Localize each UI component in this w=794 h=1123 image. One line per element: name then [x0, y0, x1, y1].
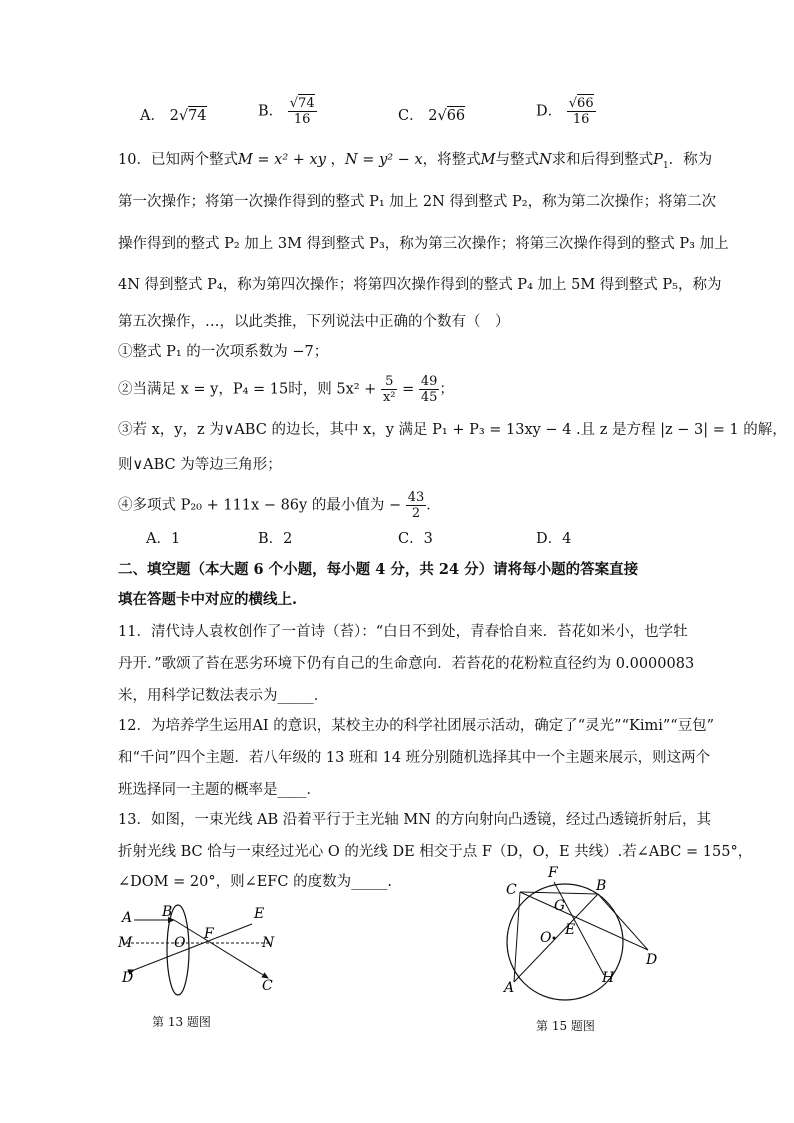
- q10-option-b: B．2: [258, 531, 293, 547]
- q10-statement-1: ①整式 P₁ 的一次项系数为 −7；: [118, 344, 329, 360]
- q10-line-3: 操作得到的整式 P₂ 加上 3M 得到整式 P₃，称为第三次操作；将第三次操作得到的整式 P₃ 加上: [118, 236, 729, 252]
- label-g: G: [554, 898, 566, 914]
- label-a: A: [122, 910, 133, 926]
- label-h: H: [602, 970, 615, 986]
- q10-line-1: 10．已知两个整式M = x² + xy ，N = y² − x，将整式M与整式N求和后得到整式$P_1$．称为: [118, 152, 713, 171]
- label-o: O: [174, 935, 186, 951]
- q10-statement-4: ④多项式 P₂₀ + 111x − 86y 的最小值为 − $\frac{43}{2}$ ．: [118, 490, 441, 521]
- label-d: D: [646, 952, 658, 968]
- q12-line-2: 和“千问”四个主题．若八年级的 13 班和 14 班分别随机选择其中一个主题来展示，则这两个: [118, 750, 711, 766]
- q10-option-c: C．3: [398, 531, 433, 547]
- q13-line-1: 13．如图，一束光线 AB 沿着平行于主光轴 MN 的方向射向凸透镜，经过凸透镜折射后，其: [118, 812, 712, 828]
- q11-line-1: 11．清代诗人袁枚创作了一首诗（苔）：“白日不到处，青春恰自来．苔花如米小，也学牡: [118, 624, 688, 640]
- label-c: C: [262, 978, 273, 994]
- label-a: A: [504, 980, 515, 996]
- label-n: N: [262, 935, 275, 951]
- q10-option-a: A．1: [146, 531, 181, 547]
- label-f: F: [204, 926, 214, 942]
- q10-line-4: 4N 得到整式 P₄，称为第四次操作；将第四次操作得到的整式 P₄ 加上 5M 得到整式 P₅，称为: [118, 277, 722, 293]
- label-e: E: [254, 906, 265, 922]
- q11-line-3: 米，用科学记数法表示为_____．: [118, 688, 329, 704]
- figure-13: [112, 900, 312, 1000]
- figure-15-caption: 第 15 题图: [536, 1019, 595, 1033]
- q10-statement-3: ③若 x，y，z 为∨ABC 的边长，其中 x，y 满足 P₁ + P₃ = 13xy − 4 .且 z 是方程 |z − 3| = 1 的解，: [118, 422, 787, 438]
- q9-option-c: C． 2√66: [398, 108, 466, 124]
- label-e: E: [565, 922, 576, 938]
- ray-de: [134, 924, 252, 970]
- q9-option-b: B． $\frac{√74}{16}$: [258, 96, 315, 127]
- q11-line-2: 丹开．”歌颂了苔在恶劣环境下仍有自己的生命意向．若苔花的花粉粒直径约为 0.0000083: [118, 656, 695, 672]
- figure-13-caption: 第 13 题图: [152, 1015, 211, 1029]
- q10-statement-2: ②当满足 x = y，P₄ = 15时，则 5x² + $\frac{5}{\text{x²}}$ = $\frac{49}{45}$ ；: [118, 374, 454, 405]
- section-2-heading: 二、填空题（本大题 6 个小题，每小题 4 分，共 24 分）请将每小题的答案直接: [118, 561, 639, 578]
- q9-option-a: A． 2√74: [140, 108, 207, 124]
- label-c: C: [506, 882, 517, 898]
- label-m: M: [118, 935, 133, 951]
- q12-line-3: 班选择同一主题的概率是____．: [118, 782, 321, 798]
- label-f: F: [548, 865, 558, 881]
- q10-line-5: 第五次操作，…，以此类推，下列说法中正确的个数有（ ）: [118, 314, 510, 330]
- q9-option-d: D． $\frac{√66}{16}$: [536, 96, 594, 127]
- section-2-heading-cont: 填在答题卡中对应的横线上.: [118, 591, 298, 608]
- q10-option-d: D．4: [536, 531, 572, 547]
- figure-15: [490, 860, 670, 1005]
- label-b: B: [162, 904, 173, 920]
- q12-line-1: 12．为培养学生运用AI 的意识，某校主办的科学社团展示活动，确定了“灵光”“Kimi”“豆包”: [118, 718, 715, 734]
- q10-statement-3-cont: 则∨ABC 为等边三角形；: [118, 457, 282, 473]
- center-point: [553, 937, 556, 940]
- q10-line-2: 第一次操作；将第一次操作得到的整式 P₁ 加上 2N 得到整式 P₂，称为第二次操作；将第二次: [118, 194, 717, 210]
- label-o: O: [540, 930, 552, 946]
- segment-ca: [514, 892, 520, 982]
- q13-line-2: 折射光线 BC 恰与一束经过光心 O 的光线 DE 相交于点 F（D，O，E 共线）.若∠ABC = 155°，: [118, 844, 753, 860]
- label-b: B: [596, 878, 607, 894]
- q13-line-3: ∠DOM = 20°，则∠EFC 的度数为_____.: [118, 874, 392, 890]
- label-d: D: [122, 970, 134, 986]
